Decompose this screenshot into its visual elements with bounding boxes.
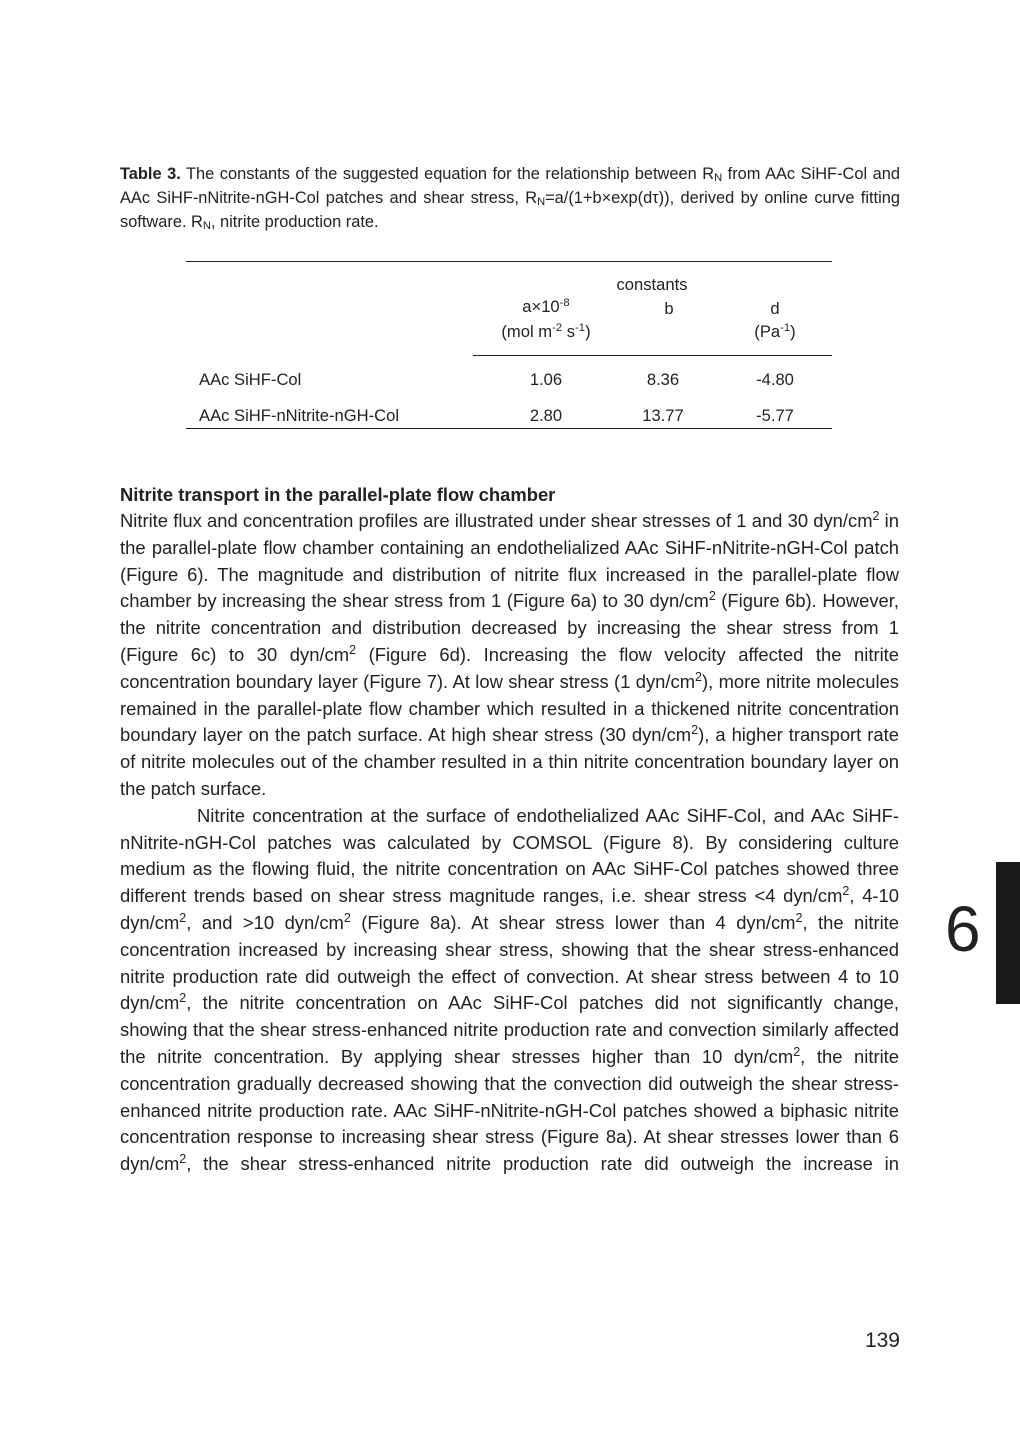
col-header-b: b [664, 299, 674, 318]
row-1-a: 1.06 [529, 370, 563, 389]
row-2-b: 13.77 [642, 406, 684, 425]
table-label: Table 3. [120, 165, 181, 183]
section-heading: Nitrite transport in the parallel-plate flow chamber [120, 484, 556, 505]
row-1-name: AAc SiHF-Col [199, 370, 302, 389]
table-bottom-rule [186, 428, 832, 429]
row-2-name: AAc SiHF-nNitrite-nGH-Col [199, 406, 400, 425]
constants-group-header: constants [616, 275, 688, 294]
table-top-rule [186, 261, 832, 262]
paragraph-2: Nitrite concentration at the surface of endothelialized AAc SiHF-Col, and AAc SiHF-nNitrite-nGH-Col patches was calculated by COMSOL (Figure 8). By considering culture medium as the flowing fluid, the nitrite concentration on AAc SiHF-Col patches showed three different trends based on shear stress magnitude ranges, i.e. shear stress <4 dyn/$cm^2$, 4-10 dyn/$cm^2$, and >10 dyn/$cm^2$ (Figure 8a). At shear stress lower than 4 dyn/$cm^2$, the nitrite concentration increased by increasing shear stress, showing that the shear stress-enhanced nitrite production rate did outweigh the effect of convection. At shear stress between 4 to 10 dyn/$cm^2$, the nitrite concentration on AAc SiHF-Col patches did not significantly change, showing that the shear stress-enhanced nitrite production rate and convection similarly affected the nitrite concentration. By applying shear stresses higher than 10 dyn/$cm^2$, the nitrite concentration gradually decreased showing that the convection did outweigh the shear stress-enhanced nitrite production rate. AAc SiHF-nNitrite-nGH-Col patches showed a biphasic nitrite concentration response to increasing shear stress (Figure 8a). At shear stresses lower than 6 dyn/$cm^2$, the shear stress-enhanced nitrite production rate did outweigh the increase in [120, 804, 900, 1175]
col-header-d: d [770, 299, 780, 318]
row-2-a: 2.80 [529, 406, 563, 425]
col-header-a: $a\times 10^{-8}$ [522, 296, 570, 316]
page-number: 139 [864, 1329, 900, 1352]
body-text [120, 508, 899, 1178]
col-header-a-unit: (mol $m^{-2}$ $s^{-1}$) [501, 321, 591, 341]
table-caption: Table 3. The constants of the suggested equation for the relationship between $R_N$ from AAc SiHF-Col and AAc SiHF-nNitrite-nGH-Col patches and shear stress, $R_N=a/(1+b\times\exp(d\tau))$, derived by online curve fitting software. $R_N$, nitrite production rate. [120, 165, 900, 233]
row-1-d: -4.80 [756, 370, 794, 389]
row-2-d: -5.77 [756, 406, 794, 425]
row-1-b: 8.36 [646, 370, 680, 389]
chapter-tab-marker [996, 862, 1020, 1004]
paragraph-1: Nitrite flux and concentration profiles are illustrated under shear stresses of 1 and 30 dyn/$cm^2$ in the parallel-plate flow chamber containing an endothelialized AAc SiHF-nNitrite-nGH-Col patch (Figure 6). The magnitude and distribution of nitrite flux increased in the parallel-plate flow chamber by increasing the shear stress from 1 (Figure 6a) to 30 dyn/$cm^2$ (Figure 6b). However, the nitrite concentration and distribution decreased by increasing the shear stress from 1 (Figure 6c) to 30 dyn/$cm^2$ (Figure 6d). Increasing the flow velocity affected the nitrite concentration boundary layer (Figure 7). At low shear stress (1 dyn/$cm^2$), more nitrite molecules remained in the parallel-plate flow chamber which resulted in a thickened nitrite concentration boundary layer on the patch surface. At high shear stress (30 dyn/$cm^2$), a higher transport rate of nitrite molecules out of the chamber resulted in a thin nitrite concentration boundary layer on the patch surface. [120, 509, 900, 799]
col-header-d-unit: $(Pa^{-1})$ [754, 321, 796, 341]
chapter-number: 6 [945, 893, 981, 965]
table-header-rule [473, 355, 832, 356]
